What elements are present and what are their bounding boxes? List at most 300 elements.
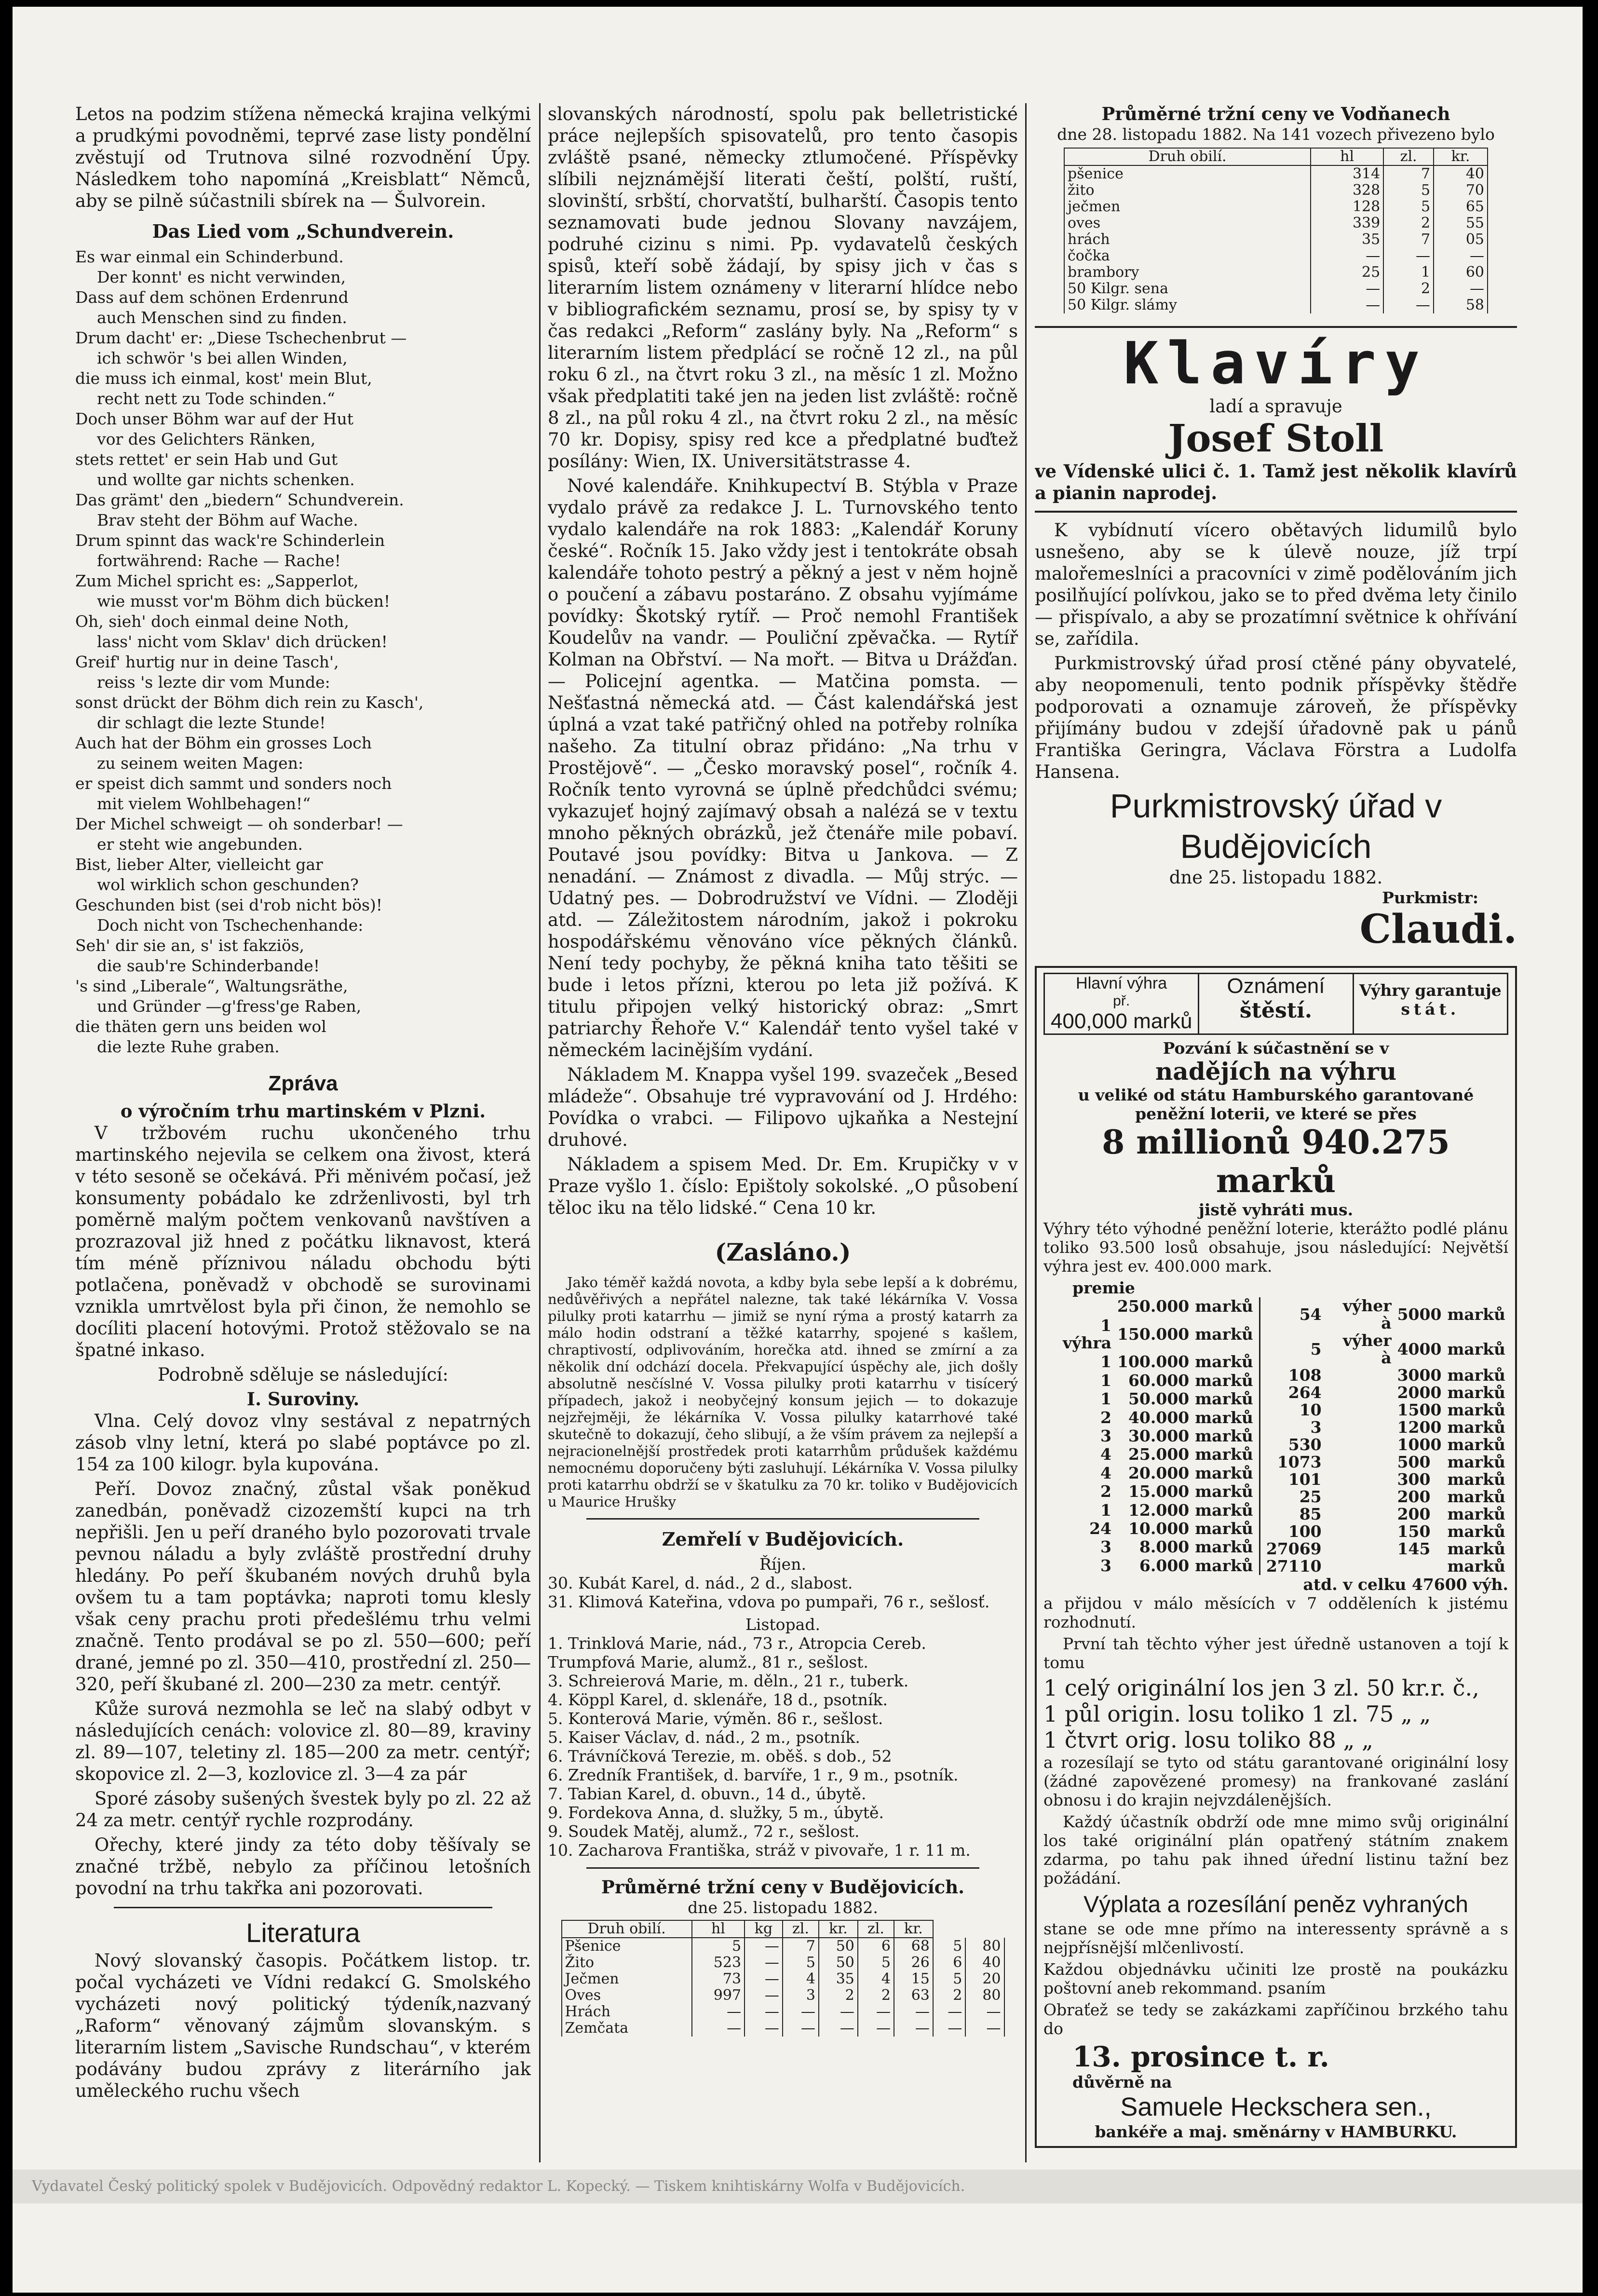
table-cell: 80 (965, 1938, 1004, 1955)
death-entry: 6. Zredník František, d. barvíře, 1 r., 9 m., psotník. (548, 1766, 959, 1784)
table-row (1064, 199, 1488, 215)
table-cell: — (1311, 297, 1383, 313)
win-cell: 145 (1397, 1539, 1431, 1558)
win-cell: marků (1195, 1463, 1253, 1482)
win-cell: 250.000 (1117, 1297, 1190, 1316)
report-subtitle: o výročním trhu martinském v Plzni. (120, 1100, 486, 1122)
lottery-to: důvěrně na (1072, 2073, 1172, 2092)
literature-paragraph: Nový slovanský časopis. Počátkem listop. tr. počal vycházeti ve Vídni redakcí G. Smolského vycházeti nový politický týdeník,nazvaný „Raform“ věnovaný zájmům slovanským. s literarním listem „Savische Rundschau“, v kterém podávány budou zprávy z literárního jak uměleckého ruchu všech (75, 1950, 531, 2101)
win-row (1263, 1436, 1508, 1454)
win-row (1263, 1419, 1508, 1436)
report-paragraph: Kůže surová nezmohla se leč na slabý odbyt v následujících cenách: volovice zl. 80—89, kraviny zl. 89—107, teletiny zl. 185—200 za metr. centýř; skopovice zl. 2—3, kozlovice zl. 3—4 za pár (75, 1698, 531, 1784)
literature-paragraph: slovanských národností, spolu pak belletristické práce nejlepších spisovatelů, pro tento časopis zvláště psané, německy ztlumočené. Příspěvky slíbili nejznámější literati čeští, polští, ruští, slovinští, srbští, chorvatští, bulharští. Časopis tento seznamovati bude jednou Slovany navzájem, podruhé cizinu s nimi. Pp. vydavatelů českých spisů, kteří sobě žádají, by spisy jich v čas s literarním listem oznámeny v literarní hlídce nebo v bibliografickém seznamu, prosí se, by spisy ty v čas redakci „Reform“ zaslány byly. Na „Reform“ s literarním listem předplácí se ročně 12 zl., na půl roku 6 zl., na čtvrt roku 3 zl., na měsíc 1 zl. Možno však předplatiti také jen na jeden list zvláště: ročně 8 zl., na půl roku 4 zl., na čtvrt roku 2 zl., na měsíc 70 kr. Dopisy, spisy red kce a předplatné buďtež posílány: Wien, IX. Universitätstrasse 4. (548, 104, 1018, 472)
table-cell: — (965, 2004, 1004, 2020)
win-cell: 5000 (1397, 1305, 1442, 1324)
win-cell: marků (1195, 1556, 1253, 1575)
win-cell: marků (1447, 1539, 1505, 1558)
win-cell: 100 (1288, 1522, 1322, 1541)
table-cell: žito (1064, 182, 1311, 199)
poem-line: dir schlagt die lezte Stunde! (97, 713, 326, 732)
lottery-luck: štěstí. (1239, 998, 1313, 1023)
table-cell: oves (1064, 215, 1311, 231)
vodnany-title: Průměrné tržní ceny ve Vodňanech (1101, 103, 1450, 124)
table-header-cell: kg (745, 1920, 783, 1938)
death-entry: Trumpfová Marie, alumž., 81 r., sešlost. (548, 1653, 868, 1671)
poem-line: Brav steht der Böhm auf Wache. (97, 511, 358, 530)
win-cell (1325, 1436, 1395, 1454)
table-cell: — (965, 2020, 1004, 2037)
prices-date: dne 25. listopadu 1882. (688, 1898, 878, 1917)
win-cell: marků (1195, 1445, 1253, 1464)
win-row (1263, 1471, 1508, 1488)
table-cell: — (783, 2004, 819, 2020)
table-cell: 128 (1311, 199, 1383, 215)
win-cell: výher à (1342, 1331, 1392, 1367)
table-cell: Hrách (562, 2004, 692, 2020)
table-cell: čočka (1064, 248, 1311, 264)
poem-line: sonst drückt der Böhm dich rein zu Kasch', (75, 693, 424, 712)
win-cell: marků (1447, 1557, 1505, 1576)
win-row (1043, 1445, 1256, 1464)
win-cell (1325, 1419, 1395, 1436)
table-cell: — (745, 1955, 783, 1971)
death-entry: 4. Köppl Karel, d. sklenáře, 18 d., psotník. (548, 1690, 888, 1709)
table-cell: 328 (1311, 182, 1383, 199)
table-cell: pšenice (1064, 165, 1311, 182)
win-row (1043, 1297, 1256, 1316)
poem-line: 's sind „Liberale“, Waltungsräthe, (75, 977, 348, 995)
table-row (1064, 297, 1488, 313)
table-cell: — (745, 1971, 783, 1987)
table-cell: hrách (1064, 231, 1311, 248)
table-cell: ječmen (1064, 199, 1311, 215)
report-paragraph: V tržbovém ruchu ukončeného trhu martinského nejevila se celkem ona živost, která v této sesoně se očekává. Při měnivém počasí, jež konsumenty pobádalo ke zdrženlivosti, byl trh poměrně malým počtem venkovanů navštíven a prozrazoval již hned z počátku liknavost, která tím méně příznivou náladu obchodu býti potlačena, poněvadž v obchodě se surovinami vznikla umrtvělost byla při činon, že nemohlo se docíliti placení hotovými. Protož stěžovalo se na špatné inkaso. (75, 1123, 531, 1360)
report-paragraph: Sporé zásoby sušených švestek byly po zl. 22 až 24 za metr. centýř rychle rozprodány. (75, 1788, 531, 1831)
poem-line: lass' nicht vom Sklav' dich drücken! (97, 632, 388, 651)
calendars-paragraph: Nové kalendáře. Knihkupectví B. Stýbla v Praze vydalo právě za redakce J. L. Turnovského tento vydalo kalendáře na rok 1883: „Kalendář Koruny české“. Ročník 15. Jako vždy jest i tentokráte obsah kalendáře tohoto pestrý a pěkný a jest v něm hojně o poučení a zábavu postaráno. Z obsahu vyjímáme povídky: Škotský rytíř. — Proč nemohl František Koudelův na vandr. — Pouliční zpěvačka. — Rytíř Kolman na Obřství. — Na mořt. — Bitva u Drážďan. — Policejní agentka. — Matčina pomsta. — Nešťastná německá atd. — Část kalendářská jest úplná a vzat také patřičný ohled na potřeby rolníka našeho. Za titulní obraz přidáno: „Na trhu v Prostějově“. — „Česko moravský posel“, ročník 4. Ročník tento vyrovná se úplně předchůdci svému; vykazujeť hojný zajímavý obsah a nalézá se v textu mnoho pěkných obrázků, jež čtenáře mile pobaví. Poutavé jsou povídky: Bitva u Jankova. — Z nenadání. — Známost z divadla. — Můj strýc. — Udatný pes. — Dobrodružství ve Vídni. — Zloději atd. — Záležitostem národním, jakož i pokroku hospodářskému věnováno více pěkných článků. Není tedy pochyby, že pěkná kniha tato těšiti se bude i letos přízni, kterou po leta již požívá. K titulu připojen velký historický obraz: „Smrt patriarchy Řehoře V.“ Kalendář tento vyšel také v německém lacinějším vydání. (548, 476, 1018, 1060)
table-cell: — (894, 2004, 933, 2020)
win-cell: marků (1195, 1389, 1253, 1409)
table-cell: 35 (819, 1971, 858, 1987)
table-cell: 80 (965, 1987, 1004, 2004)
table-cell: 7 (1383, 231, 1434, 248)
lottery-invite: Pozvání k súčastnění se v (1163, 1039, 1389, 1058)
table-cell: 15 (894, 1971, 933, 1987)
win-cell (1325, 1367, 1395, 1384)
win-cell: marků (1447, 1470, 1505, 1489)
death-entry: 3. Schreierová Marie, m. děln., 21 r., tuberk. (548, 1671, 909, 1690)
literature-title: Literatura (246, 1917, 360, 1948)
table-row (562, 1955, 1004, 1971)
office-date: dne 25. listopadu 1882. (1169, 867, 1383, 888)
table-cell: Oves (562, 1987, 692, 2004)
win-cell: 1500 (1397, 1400, 1442, 1419)
poem-line: Geschunden bist (sei d'rob nicht bös)! (75, 896, 383, 914)
report-title: Zpráva (268, 1072, 338, 1095)
poem (75, 247, 531, 1057)
poem-line: auch Menschen sind zu finden. (97, 308, 347, 327)
raw-materials-heading: I. Suroviny. (246, 1388, 360, 1410)
poem-line: die muss ich einmal, kost' mein Blut, (75, 369, 372, 388)
death-entry: 5. Konterová Marie, výměn. 86 r., sešlost. (548, 1709, 883, 1728)
win-cell: 200 (1397, 1505, 1431, 1523)
table-cell: 5 (858, 1955, 894, 1971)
table-row (1064, 165, 1488, 182)
deaths-list (548, 1634, 1018, 1860)
win-row (1263, 1523, 1508, 1540)
table-cell: 2 (819, 1987, 858, 2004)
win-cell: 27069 (1266, 1539, 1322, 1558)
win-row (1043, 1556, 1256, 1575)
poem-line: Der konnt' es nicht verwinden, (97, 268, 346, 286)
table-cell: 6 (858, 1938, 894, 1955)
win-cell (1325, 1558, 1395, 1575)
table-header-cell: kr. (1434, 148, 1488, 165)
table-cell: — (1383, 297, 1434, 313)
table-header-cell: Druh obilí. (1064, 148, 1311, 165)
lottery-price: 1 čtvrt orig. losu toliko 88 „ „ (1043, 1727, 1373, 1753)
table-row (1064, 231, 1488, 248)
win-cell: marků (1447, 1340, 1505, 1359)
lottery-paragraph: a přijdou v málo měsících v 7 odděleních k jistému rozhodnutí. (1043, 1594, 1508, 1631)
table-row (1064, 264, 1488, 281)
deaths-month: Listopad. (745, 1615, 820, 1634)
table-cell: 5 (1383, 182, 1434, 199)
win-cell: 3000 (1397, 1366, 1442, 1385)
report-paragraph: Ořechy, které jindy za této doby těšívaly se značné tržbě, nebylo za příčinou letošních povodní na trhu takřka ani pozorovati. (75, 1834, 531, 1899)
table-cell: 40 (965, 1955, 1004, 1971)
table-cell: — (783, 2020, 819, 2037)
win-row (1043, 1408, 1256, 1427)
win-cell: 2 (1100, 1408, 1111, 1427)
win-row (1263, 1506, 1508, 1523)
deaths-title: Zemřelí v Budějovicích. (662, 1528, 904, 1550)
table-cell: 2 (858, 1987, 894, 2004)
lottery-million: 8 millionů 940.275 marků (1102, 1123, 1450, 1200)
win-cell: 5 (1310, 1340, 1322, 1359)
win-cell: 1000 (1397, 1435, 1442, 1454)
deaths-list (548, 1574, 1018, 1611)
lottery-total: atd. v celku 47600 výh. (1303, 1575, 1508, 1594)
table-cell: — (692, 2020, 745, 2037)
footer-strip: Vydavatel Český politický spolek v Budějovicích. Odpovědný redaktor L. Kopecký. — Tiskem knihtiskárny Wolfa v Budějovicích. (13, 2170, 1583, 2203)
table-cell: 35 (1311, 231, 1383, 248)
table-cell: — (745, 1938, 783, 1955)
table-cell: 68 (894, 1938, 933, 1955)
lottery-state: stát. (1401, 1000, 1460, 1019)
poem-line: mit vielem Wohlbehagen!“ (97, 794, 311, 813)
table-header-cell: hl (1311, 148, 1383, 165)
poem-line: stets rettet' er sein Hab und Gut (75, 450, 338, 469)
vodnany-subtitle: dne 28. listopadu 1882. Na 141 vozech přivezeno bylo (1057, 125, 1495, 144)
table-cell: 25 (1311, 264, 1383, 281)
win-row (1043, 1464, 1256, 1482)
win-cell: 2000 (1397, 1383, 1442, 1402)
death-entry: 9. Soudek Matěj, alumž., 72 r., sešlost. (548, 1822, 860, 1841)
table-row (562, 1938, 1004, 1955)
table-cell: 6 (933, 1955, 965, 1971)
win-cell (1043, 1297, 1114, 1316)
poem-line: Drum spinnt das wack're Schinderlein (75, 531, 385, 550)
table-cell: 339 (1311, 215, 1383, 231)
win-cell: 1 (1100, 1500, 1111, 1520)
lottery-paragraph: Každou objednávku učiniti lze prostě na poukázku poštovní aneb rekommand. psaním (1043, 1960, 1508, 1997)
poem-line: ich schwör 's bei allen Winden, (97, 349, 348, 367)
win-row (1263, 1488, 1508, 1506)
table-cell: 314 (1311, 165, 1383, 182)
table-header-cell: Druh obilí. (562, 1920, 692, 1938)
table-cell: 50 Kilgr. slámy (1064, 297, 1311, 313)
win-cell: 6.000 (1139, 1556, 1190, 1575)
poem-line: wie musst vor'm Böhm dich bücken! (97, 592, 391, 611)
lottery-ad (1035, 966, 1517, 2148)
win-cell: marků (1195, 1371, 1253, 1390)
lottery-guarantee: Výhry garantuje (1359, 981, 1502, 1000)
table-cell: brambory (1064, 264, 1311, 281)
column-1 (75, 103, 531, 2158)
intro-paragraph: Letos na podzim stížena německá krajina velkými a prudkými povodněmi, teprvé zase listy pondělní zvěstují od Trutnova silné rozvodnění Úpy. Následkem toho napomíná „Kreisblatt“ Němců, aby se pilně súčastnili sbírek na — Šulvorein. (75, 104, 531, 211)
poem-line: reiss 's lezte dir vom Munde: (97, 673, 330, 692)
win-cell (1325, 1471, 1395, 1488)
table-header-cell: zl. (783, 1920, 819, 1938)
table-cell: 5 (1383, 199, 1434, 215)
win-cell: marků (1195, 1537, 1253, 1557)
win-cell: marků (1195, 1408, 1253, 1427)
death-entry: 9. Fordekova Anna, d. služky, 5 m., úbytě. (548, 1803, 884, 1822)
table-cell: — (1383, 248, 1434, 264)
win-row (1043, 1538, 1256, 1556)
poem-line: und wollte gar nichts schenken. (97, 470, 355, 489)
table-cell: 26 (894, 1955, 933, 1971)
win-row (1043, 1316, 1256, 1353)
poem-line: Das grämt' den „biedern“ Schundverein. (75, 490, 404, 509)
win-cell (1325, 1454, 1395, 1471)
win-cell: 4 (1100, 1445, 1111, 1464)
win-row (1263, 1540, 1508, 1558)
mayor-label: Purkmistr: (1382, 888, 1478, 907)
win-cell: 4000 (1397, 1340, 1442, 1359)
newspaper-page (13, 7, 1583, 2293)
table-cell: — (1311, 281, 1383, 297)
win-cell: 3 (1100, 1537, 1111, 1557)
win-cell: 2 (1100, 1482, 1111, 1501)
table-header-cell: kr. (819, 1920, 858, 1938)
win-row (1043, 1353, 1256, 1371)
publication-paragraph: Nákladem M. Knappa vyšel 199. svazeček „Besed mládeže“. Obsahuje tré vypravování od J. Hrdého: Povídka o vrabci. — Filipovo ujkaňka a Nestejní druhové. (548, 1064, 1018, 1150)
win-row (1043, 1390, 1256, 1408)
report-paragraph: Peří. Dovoz značný, zůstal však poněkud zanedbán, poněvadž cizozemští kupci na trh nepřišli. Jen u peří draného bylo pozorovati trvale pevnou náladu a byly zvláště prostřední druhy hledány. Po peří škubaném nových druhů byla ovšem tu a tam poptávka; naproti tomu klesly však ceny prachu proti předešlému trhu velmi značně. Tento prodával se po zl. 550—600; peří drané, jemné po zl. 350—410, prostřední zl. 250—320, peří škubané zl. 200—230 za metr. centýř. (75, 1479, 531, 1695)
win-cell: 10 (1299, 1400, 1322, 1419)
win-row (1263, 1332, 1508, 1367)
poem-line: zu seinem weiten Magen: (97, 754, 304, 773)
poem-line: Seh' dir sie an, s' ist fakziös, (75, 936, 305, 955)
divider (114, 1907, 492, 1908)
table-cell: — (933, 2020, 965, 2037)
win-cell: 150.000 (1117, 1324, 1190, 1344)
table-row (1064, 248, 1488, 264)
poem-line: Der Michel schweigt — oh sonderbar! — (75, 815, 403, 833)
win-cell: marků (1447, 1383, 1505, 1402)
poem-line: die thäten gern uns beiden wol (75, 1017, 326, 1036)
poem-line: Es war einmal ein Schinderbund. (75, 247, 344, 266)
stoll-text: ve Vídenské ulici č. 1. Tamž jest několik klavírů a pianin naprodej. (1035, 461, 1517, 503)
win-row (1043, 1372, 1256, 1390)
table-cell: Žito (562, 1955, 692, 1971)
win-cell: marků (1447, 1487, 1505, 1506)
poem-line: Doch unser Böhm war auf der Hut (75, 409, 353, 428)
table-cell: 3 (783, 1987, 819, 2004)
table-cell: — (692, 2004, 745, 2020)
lottery-notice: Oznámení (1227, 974, 1325, 998)
win-cell: marků (1195, 1500, 1253, 1520)
win-cell: 1 (1100, 1371, 1111, 1390)
win-cell: 4 (1100, 1463, 1111, 1482)
lottery-amount: 400,000 marků (1050, 1009, 1192, 1033)
lottery-premie: premie (1072, 1278, 1135, 1297)
poem-line: und Gründer —g'fress'ge Raben, (97, 997, 362, 1016)
lottery-price: 1 celý originální los jen 3 zl. 50 kr.r. č., (1043, 1675, 1479, 1701)
zaslano-paragraph: Jako téměř každá novota, a kdby byla sebe lepší a k dobrému, nedůvěřivých a nepřátel nalezne, tak také lékárníka V. Vossa pilulky proti katarrhu — jimiž se nyní rýma a prostý katarrh za málo hodin odstraní a těžké katarrhy, spojené s kašlem, chraptivostí, odplivováním, horečka atd. ihned se zmírní a za několik dní odchází docela. Překvapující úspěchy ale, jich došly absolutně nesčíslné V. Vossa pilulky proti katarrhu v tisícerý případech, jakož i neobyčejný konsum jejich — to dokazuje nejzřejměji, že lékárníka V. Vossa pilulky katarrhové také skutečně to dokazují, čeho slibují, a že vším právem za nejlepší a nejracionelnější prostředek proti katarrhům průdušek každému nemocnému doporučeny býti zasluhují. Lékárníka V. Vossa pilulky proti katarrhu obdrží se v škatulku za 70 kr. toliko v Budějovicích u Maurice Hrušky (548, 1274, 1018, 1510)
win-cell: marků (1447, 1305, 1505, 1324)
win-cell: 20.000 (1128, 1463, 1190, 1482)
table-cell: 63 (894, 1987, 933, 2004)
lottery-paragraph: Obraťež se tedy se zakázkami zapříčinou brzkého tahu do (1043, 2000, 1508, 2038)
table-row (1064, 215, 1488, 231)
win-cell: 1073 (1277, 1453, 1322, 1471)
table-cell: 7 (783, 1938, 819, 1955)
win-cell: 1 výhra (1062, 1316, 1111, 1352)
prices-title: Průměrné tržní ceny v Budějovicích. (601, 1876, 964, 1898)
death-entry: 6. Trávníčková Terezie, m. oběš. s dob., 52 (548, 1747, 892, 1766)
win-row (1263, 1558, 1508, 1575)
lottery-pr: př. (1113, 993, 1130, 1009)
poem-line: Oh, sieh' doch einmal deine Noth, (75, 612, 349, 631)
win-cell: výher à (1342, 1296, 1392, 1332)
poem-line: Auch hat der Böhm ein grosses Loch (75, 734, 372, 752)
win-cell: 12.000 (1128, 1500, 1190, 1520)
table-cell: 60 (1434, 264, 1488, 281)
stoll-name: Josef Stoll (1168, 417, 1384, 461)
death-entry: 5. Kaiser Václav, d. nád., 2 m., psotník. (548, 1728, 860, 1747)
win-cell: 3 (1310, 1418, 1322, 1437)
win-cell: 1200 (1397, 1418, 1442, 1437)
divider (586, 1518, 979, 1520)
win-cell: 8.000 (1139, 1537, 1190, 1557)
win-cell (1325, 1384, 1395, 1401)
win-cell: 264 (1288, 1383, 1322, 1402)
table-row (562, 1971, 1004, 1987)
win-cell: 25.000 (1128, 1445, 1190, 1464)
table-cell: — (858, 2004, 894, 2020)
lottery-paragraph: První tah těchto výher jest úředně ustanoven a tojí k tomu (1043, 1634, 1508, 1672)
win-cell: 60.000 (1128, 1371, 1190, 1390)
win-cell: 24 (1089, 1519, 1111, 1538)
death-entry: 1. Trinklová Marie, nád., 73 r., Atropcia Cereb. (548, 1634, 926, 1653)
win-cell: 1 (1100, 1389, 1111, 1409)
win-cell: marků (1195, 1352, 1253, 1372)
win-row (1263, 1454, 1508, 1471)
table-row (562, 2004, 1004, 2020)
win-cell (1325, 1540, 1395, 1558)
win-cell (1395, 1558, 1445, 1575)
table-cell: 70 (1434, 182, 1488, 199)
lottery-sure: jistě vyhráti mus. (1198, 1200, 1354, 1219)
table-cell: 50 Kilgr. sena (1064, 281, 1311, 297)
poem-line: er steht wie angebunden. (97, 835, 303, 854)
table-cell: — (745, 2004, 783, 2020)
lottery-price: 1 půl origin. losu toliko 1 zl. 75 „ „ (1043, 1701, 1431, 1727)
win-cell: 3 (1100, 1556, 1111, 1575)
publication-paragraph: Nákladem a spisem Med. Dr. Em. Krupičky v v Praze vyšlo 1. číslo: Epištoly sokolské. „O působení těloc iku na tělo lidské.“ Cena 10 kr. (548, 1154, 1018, 1218)
column-3 (1035, 103, 1517, 2158)
poem-line: fortwährend: Rache — Rache! (97, 551, 341, 570)
office-title: Purkmistrovský úřad v Budějovicích (1110, 787, 1442, 865)
win-cell: 85 (1299, 1505, 1322, 1523)
table-cell: — (894, 2020, 933, 2037)
divider (586, 1867, 979, 1869)
table-cell: 05 (1434, 231, 1488, 248)
klaviry-line: ladí a spravuje (1209, 396, 1342, 417)
table-cell: 5 (933, 1938, 965, 1955)
win-cell: 3 (1100, 1426, 1111, 1445)
lottery-paragraph: Každý účastník obdrží ode mne mimo svůj originální los také originální plán opatřený státním znakem zdarma, po tahu pak ihned úřední listinu tažní bez požádání. (1043, 1812, 1508, 1888)
win-cell: 25 (1299, 1487, 1322, 1506)
win-cell: 50.000 (1128, 1389, 1190, 1409)
table-row (1064, 182, 1488, 199)
table-cell: 1 (1383, 264, 1434, 281)
win-cell: marků (1195, 1297, 1253, 1316)
win-cell: 15.000 (1128, 1482, 1190, 1501)
table-header-cell: zl. (1383, 148, 1434, 165)
table-cell: 523 (692, 1955, 745, 1971)
lottery-big: u veliké od státu Hamburského garantované peněžní loterii, ve které se přes (1078, 1086, 1474, 1123)
win-row (1043, 1482, 1256, 1501)
table-cell: 65 (1434, 199, 1488, 215)
table-cell: 55 (1434, 215, 1488, 231)
table-cell: — (1311, 248, 1383, 264)
win-cell (1325, 1401, 1395, 1419)
table-cell: — (858, 2020, 894, 2037)
lottery-firm-sub: bankéře a maj. směnárny v HAMBURKU. (1095, 2122, 1457, 2141)
death-entry: 7. Tabian Karel, d. obuvn., 14 d., úbytě. (548, 1784, 867, 1803)
table-cell: 40 (1434, 165, 1488, 182)
death-entry: 31. Klimová Kateřina, vdova po pumpaři, 76 r., sešlosť. (548, 1592, 990, 1611)
win-cell: marků (1195, 1519, 1253, 1538)
table-row (562, 1987, 1004, 2004)
table-cell: 997 (692, 1987, 745, 2004)
table-cell: 4 (858, 1971, 894, 1987)
lottery-paragraph: a rozesílají se tyto od státu garantované originální losy (žádné zapovězené promesy) na frankované zaslání obnosu i do krajin nejvzdálenějších. (1043, 1753, 1508, 1809)
table-cell: — (745, 2020, 783, 2037)
table-cell: 2 (1383, 215, 1434, 231)
win-cell: 108 (1288, 1366, 1322, 1385)
win-cell: 40.000 (1128, 1408, 1190, 1427)
report-paragraph: Podrobně sděluje se následující: (158, 1364, 448, 1385)
column-2 (548, 103, 1018, 2158)
appeal-paragraph: Purkmistrovský úřad prosí ctěné pány obyvatelé, aby neopomenuli, tento podnik příspěvky štědře podporovati a oznamuje zároveň, že příspěvky přijímány budou v zdejší úřadovně pak u pánů Františka Geringra, Václava Förstra a Ludolfa Hansena. (1035, 653, 1517, 782)
poem-line: die saub're Schinderbande! (97, 956, 320, 975)
lottery-paragraph: stane se ode mne přímo na interessenty správně a s nejpřísnější mlčenlivostí. (1043, 1919, 1508, 1957)
table-cell: Ječmen (562, 1971, 692, 1987)
wins-left-table (1043, 1297, 1256, 1575)
poem-line: Drum dacht' er: „Diese Tschechenbrut — (75, 328, 407, 347)
column-rule (539, 103, 541, 2162)
win-cell: marků (1447, 1435, 1505, 1454)
win-row (1043, 1427, 1256, 1445)
death-entry: 10. Zacharova Františka, stráž v pivovaře, 1 r. 11 m. (548, 1841, 971, 1860)
win-cell: marků (1447, 1366, 1505, 1385)
wins-right-table (1263, 1297, 1508, 1575)
